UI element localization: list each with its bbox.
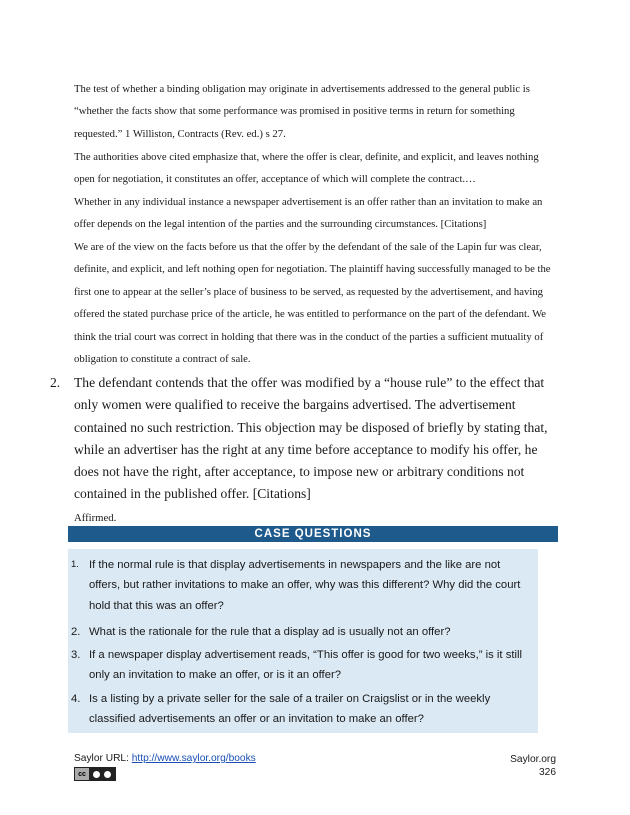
case-questions-box xyxy=(68,549,538,733)
case-question-text: If a newspaper display advertisement reads, “This offer is good for two weeks,” is it still only an invitation to make an offer, or is it an offer? xyxy=(89,649,523,682)
affirmed-text: Affirmed. xyxy=(74,512,117,524)
quote-paragraph-4: We are of the view on the facts before us that the offer by the defendant of the sale of the Lapin fur was clear, definite, and explicit, and left nothing open for negotiation. The plaintiff having successfully managed to be the first one to appear at the seller’s place of business to be served, as requested by the advertisement, and having offered the stated purchase price of the article, he was entitled to performance on the part of the defendant. We think the trial court was correct in holding that there was in the conduct of the parties a sufficient mutuality of obligation to constitute a contract of sale. xyxy=(74,241,551,366)
case-question-text: Is a listing by a private seller for the sale of a trailer on Craigslist or in the weekly classified advertisements an offer or an invitation to make an offer? xyxy=(89,693,491,726)
case-question-text: If the normal rule is that display advertisements in newspapers and the like are not offers, but rather invitations to make an offer, why was this different? Why did the court hold that this was an offer? xyxy=(89,559,521,612)
case-question-text: What is the rationale for the rule that a display ad is usually not an offer? xyxy=(89,626,451,638)
footer-url-link[interactable]: http://www.saylor.org/books xyxy=(131,753,256,764)
case-question-number: 2. xyxy=(71,626,81,638)
list-item-text: The defendant contends that the offer was modified by a “house rule” to the effect that only women were qualified to receive the bargains advertised. The advertisement contained no such restriction. This objection may be disposed of briefly by stating that, while an advertiser has the right at any time before acceptance to modify his offer, he does not have the right, after acceptance, to impose new or arbitrary conditions not contained in the published offer. [Citations] xyxy=(74,375,548,502)
case-question-number: 4. xyxy=(71,693,81,705)
page-number: 326 xyxy=(539,767,556,778)
cc-attribution-icon xyxy=(89,768,115,780)
footer-page-info xyxy=(510,753,556,779)
footer-site: Saylor.org xyxy=(510,754,556,765)
footer-source xyxy=(74,753,256,764)
case-questions-heading: CASE QUESTIONS xyxy=(68,526,558,542)
footer-url-label: Saylor URL: xyxy=(74,753,132,764)
quote-paragraph-1: The test of whether a binding obligation may originate in advertisements addressed to the general public is “whether the facts show that some performance was promised in positive terms in return for something requested.” 1 Williston, Contracts (Rev. ed.) s 27. xyxy=(74,83,530,140)
creative-commons-by-icon xyxy=(74,767,116,781)
cc-logo-icon: cc xyxy=(75,768,89,780)
list-item-number: 2. xyxy=(50,375,61,390)
quote-paragraph-2: The authorities above cited emphasize that, where the offer is clear, definite, and explicit, and leaves nothing open for negotiation, it constitutes an offer, acceptance of which will complete the contract.… xyxy=(74,151,539,186)
case-question-number: 3. xyxy=(71,649,81,661)
quote-paragraph-3: Whether in any individual instance a newspaper advertisement is an offer rather than an invitation to make an offer depends on the legal intention of the parties and the surrounding circumstances. [Citations] xyxy=(74,196,543,231)
case-question-number: 1. xyxy=(71,559,79,570)
